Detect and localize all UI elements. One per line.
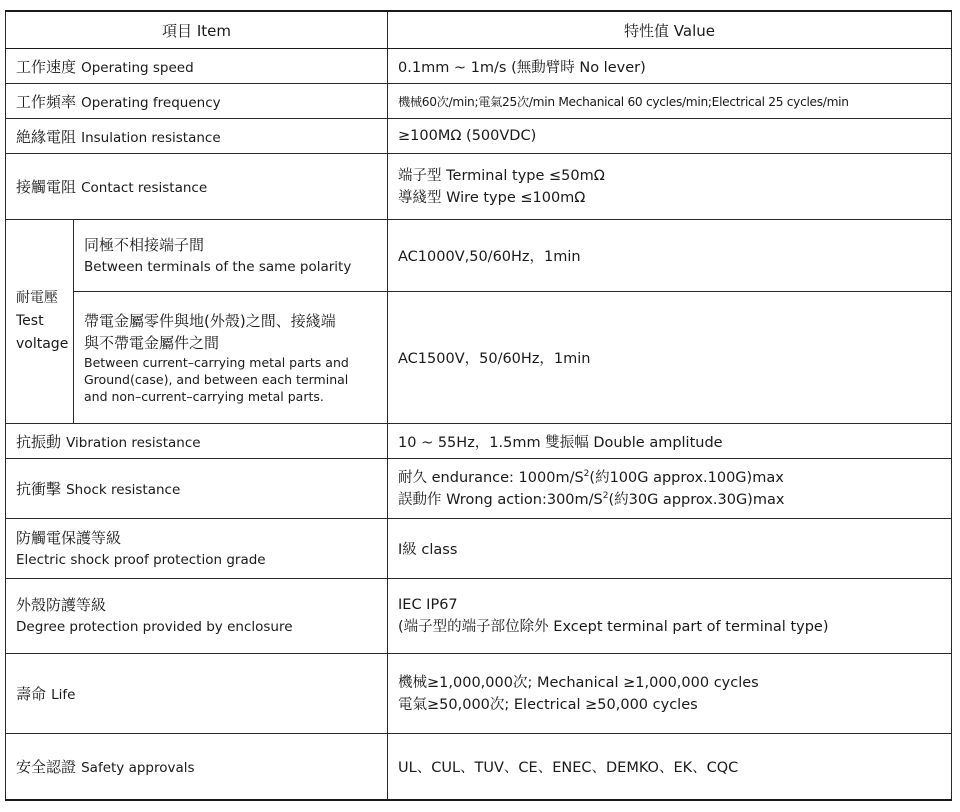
item-en: Operating speed bbox=[81, 59, 194, 76]
row-safety-approvals bbox=[6, 734, 952, 800]
item-cell bbox=[6, 519, 388, 579]
header-item: 項目 Item bbox=[6, 11, 388, 49]
item-zh: 抗振動 bbox=[16, 432, 62, 451]
item-en: Electric shock proof protection grade bbox=[16, 551, 266, 568]
value-text: 機械60次/min;電氣25次/min Mechanical 60 cycles/min;Electrical 25 cycles/min bbox=[398, 94, 849, 109]
item-zh: 帶電金屬零件與地(外殼)之間、接綫端 bbox=[84, 312, 336, 330]
item-en: Between current–carrying metal parts and bbox=[84, 355, 349, 370]
value-line: 電氣≥50,000次; Electrical ≥50,000 cycles bbox=[398, 696, 698, 713]
item-zh: 防觸電保護等級 bbox=[16, 528, 122, 547]
item-en: Shock resistance bbox=[66, 482, 181, 498]
row-insulation-resistance bbox=[6, 119, 952, 154]
item-cell bbox=[6, 579, 388, 654]
row-contact-resistance bbox=[6, 154, 952, 220]
group-en-1: Test bbox=[16, 313, 44, 329]
row-shock-resistance bbox=[6, 459, 952, 519]
group-zh: 耐電壓 bbox=[16, 290, 58, 306]
item-cell bbox=[6, 734, 388, 800]
item-en: Insulation resistance bbox=[81, 129, 221, 146]
value-cell bbox=[388, 459, 952, 519]
value-text: 誤動作 Wrong action:300m/S bbox=[398, 491, 603, 508]
value-line: 端子型 Terminal type ≤50mΩ bbox=[398, 167, 605, 184]
item-en: Ground(case), and between each terminal bbox=[84, 372, 349, 387]
item-en: Life bbox=[51, 687, 76, 703]
value-line: 機械≥1,000,000次; Mechanical ≥1,000,000 cycles bbox=[398, 674, 759, 691]
item-en: and non–current–carrying metal parts. bbox=[84, 389, 324, 404]
item-en: Vibration resistance bbox=[66, 434, 201, 451]
value-cell bbox=[388, 84, 952, 119]
table-header bbox=[6, 11, 952, 49]
item-cell bbox=[6, 49, 388, 84]
item-cell bbox=[74, 292, 388, 424]
row-enclosure-protection bbox=[6, 579, 952, 654]
item-en: Between terminals of the same polarity bbox=[84, 258, 352, 275]
value-text: (約30G approx.30G)max bbox=[608, 491, 785, 508]
item-cell bbox=[6, 424, 388, 459]
test-voltage-group-label bbox=[6, 220, 74, 424]
row-operating-frequency bbox=[6, 84, 952, 119]
value-cell bbox=[388, 579, 952, 654]
value-cell: ≥100MΩ (500VDC) bbox=[388, 119, 952, 154]
item-cell bbox=[6, 654, 388, 734]
value-cell bbox=[388, 154, 952, 220]
item-cell bbox=[6, 119, 388, 154]
spec-table bbox=[5, 10, 952, 801]
item-zh: 接觸電阻 bbox=[16, 178, 77, 196]
value-cell: AC1500V，50/60Hz，1min bbox=[388, 292, 952, 424]
item-zh: 絶緣電阻 bbox=[16, 127, 77, 146]
header-value: 特性值 Value bbox=[388, 11, 952, 49]
value-line: 導綫型 Wire type ≤100mΩ bbox=[398, 189, 586, 206]
value-line: (端子型的端子部位除外 Except terminal part of terminal type) bbox=[398, 619, 829, 635]
value-line: IEC IP67 bbox=[398, 597, 458, 613]
value-text: 耐久 endurance: 1000m/S bbox=[398, 469, 584, 486]
row-test-voltage-same-polarity bbox=[6, 220, 952, 292]
group-en-2: voltage bbox=[16, 336, 69, 352]
value-cell: Ⅰ級 class bbox=[388, 519, 952, 579]
item-cell bbox=[6, 459, 388, 519]
row-operating-speed bbox=[6, 49, 952, 84]
item-cell bbox=[6, 84, 388, 119]
item-en: Safety approvals bbox=[81, 759, 195, 776]
superscript: 2 bbox=[583, 468, 590, 479]
item-en: Operating frequency bbox=[81, 94, 221, 111]
item-cell bbox=[74, 220, 388, 292]
item-zh: 壽命 bbox=[16, 685, 47, 703]
value-line bbox=[398, 489, 941, 511]
row-life bbox=[6, 654, 952, 734]
value-cell: UL、CUL、TUV、CE、ENEC、DEMKO、EK、CQC bbox=[388, 734, 952, 800]
value-cell: 10 ~ 55Hz，1.5mm 雙振幅 Double amplitude bbox=[388, 424, 952, 459]
value-cell: 0.1mm ~ 1m/s (無動臂時 No lever) bbox=[388, 49, 952, 84]
item-zh: 工作頻率 bbox=[16, 92, 77, 111]
item-zh: 與不帶電金屬件之間 bbox=[84, 334, 220, 352]
superscript: 2 bbox=[602, 490, 609, 501]
value-cell: AC1000V,50/60Hz，1min bbox=[388, 220, 952, 292]
value-line bbox=[398, 467, 941, 489]
item-en: Contact resistance bbox=[81, 180, 208, 196]
value-cell bbox=[388, 654, 952, 734]
item-zh: 安全認證 bbox=[16, 757, 77, 776]
value-text: (約100G approx.100G)max bbox=[589, 469, 784, 486]
item-en: Degree protection provided by enclosure bbox=[16, 619, 293, 635]
row-electric-shock-grade bbox=[6, 519, 952, 579]
item-zh: 外殼防護等級 bbox=[16, 596, 107, 614]
item-zh: 工作速度 bbox=[16, 57, 77, 76]
item-cell bbox=[6, 154, 388, 220]
item-zh: 同極不相接端子間 bbox=[84, 235, 205, 254]
row-test-voltage-ground bbox=[6, 292, 952, 424]
row-vibration-resistance bbox=[6, 424, 952, 459]
item-zh: 抗衝擊 bbox=[16, 480, 62, 498]
